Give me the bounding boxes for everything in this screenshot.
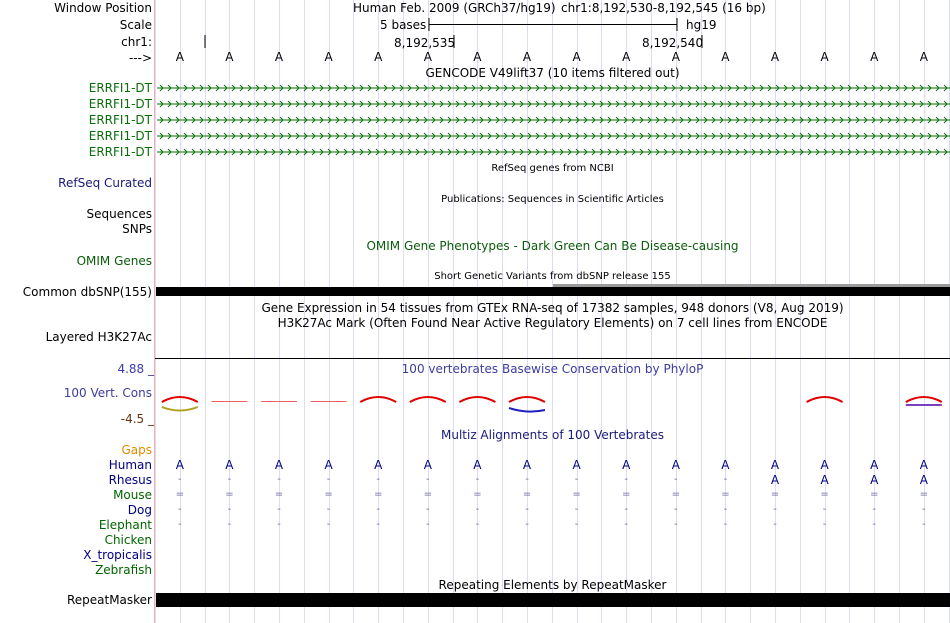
alignment-base: - — [425, 519, 430, 530]
alignment-base: = — [621, 489, 631, 500]
repeat-title[interactable]: Repeating Elements by RepeatMasker — [438, 578, 667, 592]
dbsnp-title[interactable]: Short Genetic Variants from dbSNP release 155 — [434, 271, 671, 282]
alignment-base: A — [671, 458, 680, 472]
pubs-title[interactable]: Publications: Sequences in Scientific Articles — [441, 194, 664, 205]
alignment-base: = — [175, 489, 184, 500]
position-text[interactable]: chr1:8,192,530-8,192,545 (16 bp) — [561, 1, 766, 15]
alignment-base: = — [274, 489, 284, 500]
alignment-base: = — [572, 489, 581, 500]
alignment-base: - — [723, 519, 728, 530]
alignment-base: - — [376, 504, 380, 515]
strand-label: ---> — [128, 51, 152, 65]
conservation-low — [162, 407, 198, 411]
alignment-base: = — [373, 489, 383, 500]
base-letter: A — [770, 50, 780, 64]
alignment-base: - — [326, 504, 331, 515]
phylop-max: 4.88 _ — [117, 362, 154, 376]
alignment-base: - — [624, 474, 628, 485]
alignment-base: = — [770, 489, 780, 500]
alignment-base: A — [870, 473, 879, 487]
alignment-base: - — [822, 504, 827, 515]
alignment-base: - — [673, 519, 678, 530]
multiz-title[interactable]: Multiz Alignments of 100 Vertebrates — [440, 428, 665, 442]
alignment-base: - — [177, 519, 182, 530]
alignment-base: - — [574, 504, 579, 515]
alignment-base: - — [525, 519, 529, 530]
alignment-base: - — [376, 474, 380, 485]
base-letter: A — [374, 50, 383, 64]
species-label-zebrafish[interactable]: Zebrafish — [95, 563, 152, 577]
phylop-min: -4.5 _ — [120, 412, 154, 426]
gencode-item-5[interactable]: ERRFI1-DT — [88, 145, 152, 159]
refseq-title[interactable]: RefSeq genes from NCBI — [491, 163, 614, 174]
alignment-base: - — [921, 519, 926, 530]
species-label-elephant[interactable]: Elephant — [98, 518, 152, 532]
alignment-base: A — [324, 458, 333, 472]
species-label-mouse[interactable]: Mouse — [113, 488, 152, 502]
repeat-label[interactable]: RepeatMasker — [66, 593, 152, 607]
alignment-base: - — [326, 474, 331, 485]
h3k27-title[interactable]: H3K27Ac Mark (Often Found Near Active Regulatory Elements) on 7 cell lines from ENCODE — [277, 316, 828, 330]
alignment-base: = — [869, 489, 879, 500]
alignment-base: - — [574, 519, 579, 530]
base-letter: A — [572, 50, 581, 64]
alignment-base: A — [820, 473, 829, 487]
conservation-neg — [509, 408, 545, 412]
base-letter: A — [522, 50, 532, 64]
base-letter: A — [820, 50, 829, 64]
base-letter: A — [423, 50, 432, 64]
alignment-base: - — [227, 519, 232, 530]
gencode-item-1[interactable]: ERRFI1-DT — [88, 81, 152, 95]
conservation-peak — [509, 397, 545, 402]
alignment-base: - — [921, 504, 926, 515]
base-letter: A — [919, 50, 928, 64]
alignment-base: - — [723, 474, 728, 485]
base-letter: A — [225, 50, 234, 64]
alignment-base: = — [820, 489, 829, 500]
alignment-base: A — [770, 458, 780, 472]
species-label-chicken[interactable]: Chicken — [104, 533, 152, 547]
h3k27-label[interactable]: Layered H3K27Ac — [45, 330, 152, 344]
gencode-title[interactable]: GENCODE V49lift37 (10 items filtered out) — [425, 66, 680, 80]
alignment-base: = — [919, 489, 928, 500]
alignment-base: - — [177, 504, 182, 515]
base-letter: A — [671, 50, 680, 64]
phylop-label[interactable]: 100 Vert. Cons — [63, 386, 152, 400]
alignment-base: A — [274, 458, 284, 472]
base-letter: A — [324, 50, 333, 64]
alignment-base: = — [671, 489, 680, 500]
conservation-peak — [360, 397, 396, 402]
alignment-base: - — [624, 504, 628, 515]
alignment-base: A — [225, 458, 234, 472]
alignment-base: - — [624, 519, 628, 530]
base-letter: A — [473, 50, 482, 64]
alignment-base: - — [277, 474, 281, 485]
gaps-label[interactable]: Gaps — [121, 443, 152, 457]
omim-title[interactable]: OMIM Gene Phenotypes - Dark Green Can Be Disease-causing — [366, 239, 739, 253]
alignment-base: A — [374, 458, 383, 472]
alignment-base: = — [721, 489, 730, 500]
alignment-base: A — [622, 458, 631, 472]
alignment-base: - — [425, 504, 430, 515]
alignment-base: = — [324, 489, 333, 500]
coord-label-2: 8,192,540 — [642, 36, 704, 50]
alignment-base: A — [721, 458, 730, 472]
db-text: hg19 — [686, 18, 717, 32]
alignment-base: - — [673, 474, 678, 485]
alignment-base: - — [376, 519, 380, 530]
dbsnp-label[interactable]: Common dbSNP(155) — [22, 285, 152, 299]
alignment-base: - — [525, 504, 529, 515]
alignment-base: = — [522, 489, 532, 500]
scale-label: Scale — [119, 18, 152, 32]
alignment-base: A — [919, 473, 928, 487]
alignment-base: = — [225, 489, 234, 500]
gtex-title[interactable]: Gene Expression in 54 tissues from GTEx RNA-seq of 17382 samples, 948 donors (V8, Aug 2019) — [261, 301, 844, 315]
alignment-base: A — [770, 473, 780, 487]
alignment-base: - — [425, 474, 430, 485]
window-position-label: Window Position — [54, 1, 152, 15]
alignment-base: - — [773, 504, 777, 515]
chr-label: chr1: — [121, 35, 152, 49]
alignment-base: - — [475, 474, 480, 485]
alignment-base: - — [822, 519, 827, 530]
species-label-human[interactable]: Human — [108, 458, 152, 472]
omim-label[interactable]: OMIM Genes — [76, 254, 152, 268]
alignment-base: A — [522, 458, 532, 472]
conservation-peak — [807, 397, 843, 402]
alignment-base: A — [820, 458, 829, 472]
refseq-label[interactable]: RefSeq Curated — [58, 176, 152, 190]
alignment-base: - — [277, 504, 281, 515]
alignment-base: A — [870, 458, 879, 472]
alignment-base: A — [423, 458, 432, 472]
conservation-peak — [906, 397, 942, 402]
alignment-base: A — [572, 458, 581, 472]
alignment-base: - — [773, 519, 777, 530]
sequences-label[interactable]: Sequences — [86, 207, 152, 221]
base-letter: A — [175, 50, 184, 64]
alignment-base: - — [872, 519, 876, 530]
alignment-base: - — [277, 519, 281, 530]
alignment-base: - — [574, 474, 579, 485]
coord-label-1: 8,192,535 — [394, 36, 456, 50]
alignment-base: - — [227, 504, 232, 515]
species-label-x_tropicalis[interactable]: X_tropicalis — [83, 548, 152, 562]
species-label-rhesus[interactable]: Rhesus — [108, 473, 152, 487]
alignment-base: - — [227, 474, 232, 485]
conservation-peak — [162, 397, 198, 402]
alignment-base: - — [475, 504, 480, 515]
alignment-base: = — [423, 489, 432, 500]
snps-label[interactable]: SNPs — [122, 222, 152, 236]
alignment-base: = — [473, 489, 482, 500]
alignment-base: - — [177, 474, 182, 485]
alignment-base: - — [326, 519, 331, 530]
gencode-item-4[interactable]: ERRFI1-DT — [88, 129, 152, 143]
alignment-base: A — [175, 458, 184, 472]
alignment-base: - — [673, 504, 678, 515]
alignment-base: - — [475, 519, 480, 530]
gencode-item-2[interactable]: ERRFI1-DT — [88, 97, 152, 111]
phylop-title[interactable]: 100 vertebrates Basewise Conservation by PhyloP — [401, 362, 704, 376]
alignment-base: A — [473, 458, 482, 472]
base-letter: A — [622, 50, 631, 64]
base-letter: A — [274, 50, 284, 64]
alignment-base: - — [872, 504, 876, 515]
scale-text: 5 bases — [380, 18, 427, 32]
assembly-title: Human Feb. 2009 (GRCh37/hg19) — [353, 1, 556, 15]
gencode-item-3[interactable]: ERRFI1-DT — [88, 113, 152, 127]
alignment-base: - — [723, 504, 728, 515]
repeatmasker-bar[interactable] — [156, 593, 950, 607]
alignment-base: A — [919, 458, 928, 472]
conservation-peak — [410, 397, 446, 402]
base-letter: A — [870, 50, 879, 64]
conservation-peak — [459, 397, 495, 402]
alignment-base: - — [525, 474, 529, 485]
base-letter: A — [721, 50, 730, 64]
species-label-dog[interactable]: Dog — [127, 503, 152, 517]
